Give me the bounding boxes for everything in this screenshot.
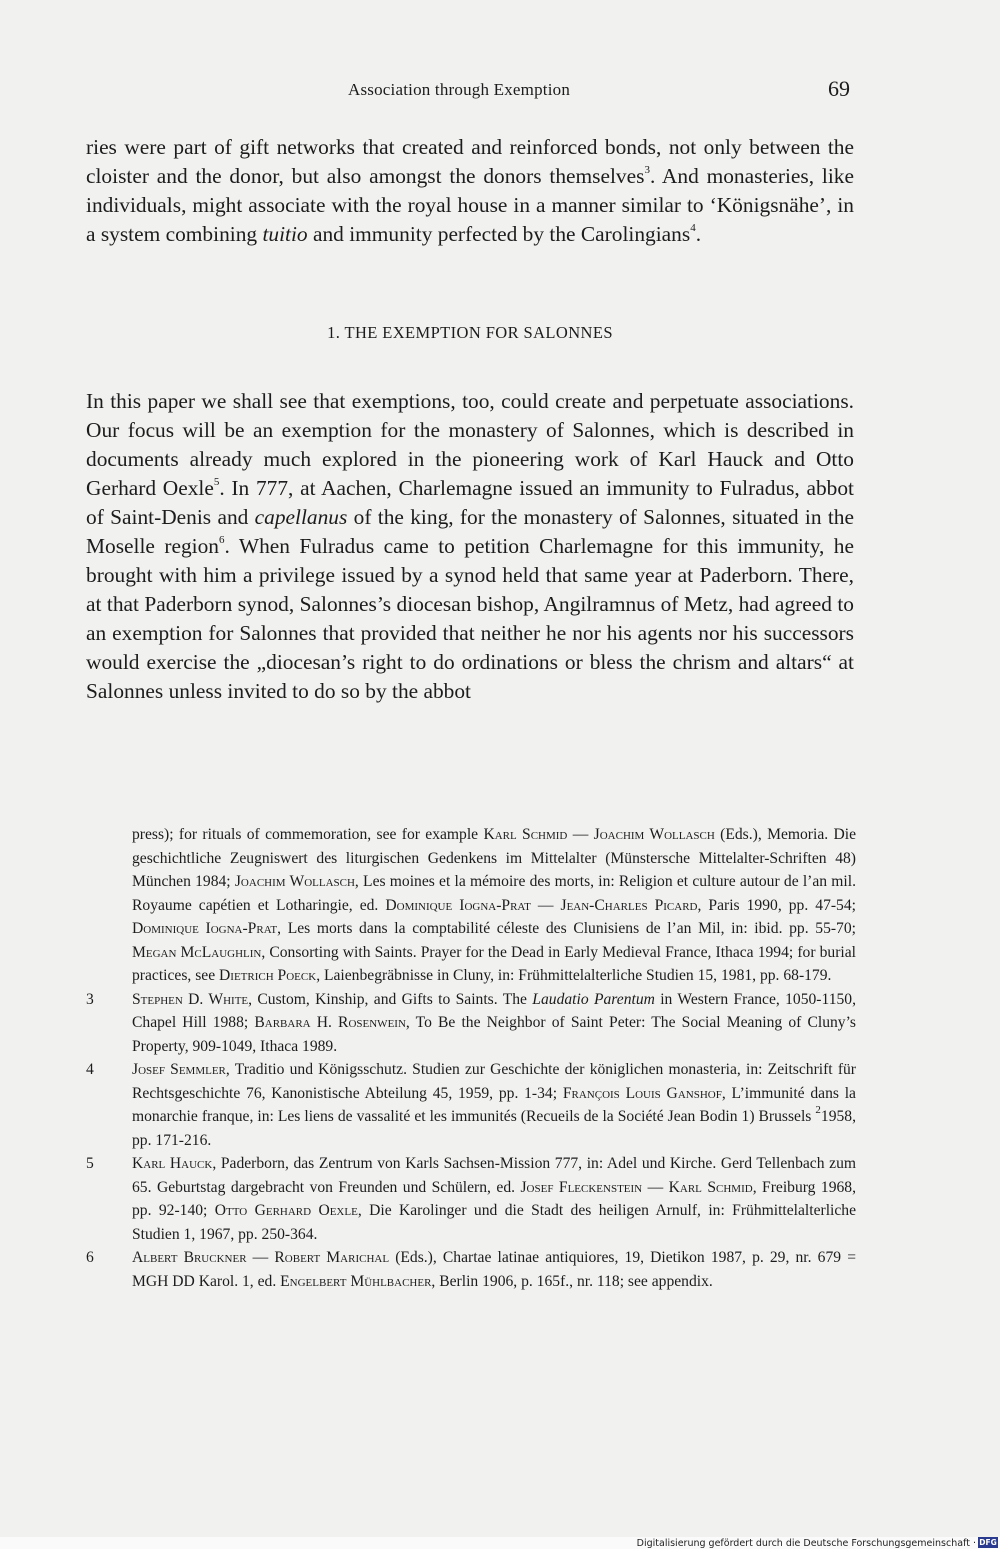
author-name: Barbara H. Rosenwein bbox=[254, 1014, 406, 1031]
author-name: Stephen D. White bbox=[132, 990, 249, 1008]
author-name: Megan McLaughlin bbox=[132, 943, 262, 961]
footnote-6 bbox=[86, 1246, 856, 1293]
footnote-text bbox=[132, 823, 856, 988]
text-run: . And monasteries, like individuals, might associate with the royal house in a manner similar to ‘Königsnähe’, in a system combining bbox=[86, 164, 854, 246]
funding-note: Digitalisierung gefördert durch die Deutsche Forschungsgemeinschaft · bbox=[636, 1538, 976, 1549]
text-run: , Freiburg 1968, pp. 92-140; bbox=[132, 1178, 856, 1219]
text-run: and immunity perfected by the Carolingians bbox=[307, 222, 691, 246]
text-run: ries were part of gift networks that created and reinforced bonds, not only between the cloister and the donor, but also amongst the donors themselves bbox=[86, 135, 854, 188]
author-name: Josef Fleckenstein — Karl Schmid bbox=[520, 1178, 753, 1196]
text-run: , Traditio und Königsschutz. Studien zur Geschichte der königlichen monasteria, in: Zeitschrift für Rechtsgeschichte 76, Kanonistische Abteilung 45, 1959, pp. 1-34; bbox=[132, 1061, 856, 1102]
body-paragraph-2 bbox=[86, 387, 854, 706]
footnote-3 bbox=[86, 988, 856, 1059]
author-name: Dietrich Poeck bbox=[219, 967, 317, 984]
footnote-text bbox=[132, 1058, 856, 1152]
text-run: . When Fulradus came to petition Charlemagne for this immunity, he brought with him a privilege issued by a synod held that same year at Paderborn. There, at that Paderborn synod, Salonnes’s diocesan bishop, Angilramnus of Metz, had agreed to an exemption for Salonnes that provided that neither he nor his agents nor his successors would exercise the „diocesan’s right to do ordinations or bless the chrism and altars“ at Salonnes unless invited to do so by the abbot bbox=[86, 534, 854, 703]
footnote-ref-4[interactable]: 4 bbox=[690, 221, 696, 234]
text-run: , Die Karolinger und die Stadt des heiligen Arnulf, in: Frühmittelalterliche Studien 1, 1967, pp. 250-364. bbox=[132, 1202, 857, 1243]
text-run: in Western France, 1050-1150, Chapel Hill 1988; bbox=[132, 990, 857, 1031]
body-paragraph-1 bbox=[86, 133, 854, 249]
text-run: , Berlin 1906, p. 165f., nr. 118; see appendix. bbox=[431, 1272, 713, 1290]
text-run: 1958, pp. 171-216. bbox=[132, 1108, 856, 1149]
text-run: , L’immunité dans la monarchie franque, in: Les liens de vassalité et les immunités (Recueils de la Société Jean Bodin 1) Brussels bbox=[132, 1084, 856, 1125]
text-run: , Consorting with Saints. Prayer for the Dead in Early Medieval France, Ithaca 1994; for burial practices, see bbox=[132, 943, 856, 984]
footnote-4 bbox=[86, 1058, 856, 1152]
text-run: , Paderborn, das Zentrum von Karls Sachsen-Mission 777, in: Adel und Kirche. Gerd Tellenbach zum 65. Geburtstag dargebracht von Freunden und Schülern, ed. bbox=[132, 1155, 857, 1196]
author-name: Otto Gerhard Oexle bbox=[214, 1202, 358, 1219]
footnote-text bbox=[132, 988, 856, 1059]
author-name: Dominique Iogna-Prat bbox=[132, 920, 278, 937]
text-run: In this paper we shall see that exemptions, too, could create and perpetuate associations. Our focus will be an exemption for the monastery of Salonnes, which is described in documents already much explored in the pioneering work of Karl Hauck and Otto Gerhard Oexle bbox=[86, 389, 854, 500]
author-name: Albert Bruckner — Robert Marichal bbox=[132, 1249, 390, 1266]
text-run: (Eds.), Chartae latinae antiquiores, 19, Dietikon 1987, p. 29, nr. 679 = MGH DD Karol. 1, ed. bbox=[132, 1249, 856, 1290]
text-run: (Eds.), Memoria. Die geschichtliche Zeugniswert des liturgischen Gedenkens im Mittelalter (Münstersche Mittelalter-Schriften 48) München 1984; bbox=[132, 826, 856, 890]
text-run: , To Be the Neighbor of Saint Peter: The Social Meaning of Cluny’s Property, 909-1049, Ithaca 1989. bbox=[132, 1014, 856, 1055]
author-name: Joachim Wollasch bbox=[234, 873, 355, 890]
author-name: Engelbert Mühlbacher bbox=[280, 1272, 432, 1290]
footnote-ref-5[interactable]: 5 bbox=[213, 475, 220, 488]
text-run: . In 777, at Aachen, Charlemagne issued an immunity to Fulradus, abbot of Saint-Denis and bbox=[86, 476, 855, 529]
footnote-text bbox=[132, 1152, 856, 1246]
footnote-5 bbox=[86, 1152, 856, 1246]
text-run: , Les moines et la mémoire des morts, in: Religion et culture autour de l’an mil. Royaume capétien et Lotharingie, ed. bbox=[132, 873, 856, 914]
author-name: François Louis Ganshof bbox=[562, 1084, 722, 1102]
text-run: , Custom, Kinship, and Gifts to Saints. The bbox=[248, 990, 533, 1008]
text-run: . bbox=[695, 222, 702, 246]
italic-term: tuitio bbox=[262, 222, 308, 246]
footnote-continuation bbox=[86, 823, 856, 988]
text-run: , Paris 1990, pp. 47-54; bbox=[697, 896, 856, 914]
text-run: press); for rituals of commemoration, see for example bbox=[132, 826, 484, 843]
paragraph-1-text bbox=[86, 133, 854, 249]
page-number: 69 bbox=[828, 76, 850, 101]
footnote-ref-6[interactable]: 6 bbox=[219, 533, 225, 546]
footnote-number: 6 bbox=[86, 1249, 94, 1266]
section-heading: 1. THE EXEMPTION FOR SALONNES bbox=[327, 323, 613, 342]
text-run: , Laienbegräbnisse in Cluny, in: Frühmittelalterliche Studien 15, 1981, pp. 68-179. bbox=[316, 967, 832, 984]
paragraph-2-text bbox=[86, 387, 854, 706]
dfg-logo: DFG bbox=[979, 1538, 997, 1547]
author-name: Dominique Iogna-Prat — Jean-Charles Picard bbox=[385, 896, 698, 914]
footnotes bbox=[86, 823, 856, 1293]
author-name: Karl Schmid — Joachim Wollasch bbox=[483, 826, 715, 843]
footnote-text bbox=[132, 1246, 856, 1293]
text-run: of the king, for the monastery of Salonnes, situated in the Moselle region bbox=[86, 505, 855, 558]
author-name: Josef Semmler bbox=[132, 1061, 226, 1078]
author-name: Karl Hauck bbox=[132, 1155, 213, 1172]
footnote-number: 4 bbox=[86, 1061, 94, 1078]
footnote-number: 3 bbox=[86, 990, 94, 1008]
footnote-ref-3[interactable]: 3 bbox=[644, 163, 650, 176]
running-head bbox=[0, 76, 945, 106]
italic-term: capellanus bbox=[254, 505, 348, 529]
footnote-number: 5 bbox=[86, 1155, 94, 1172]
running-title: Association through Exemption bbox=[348, 80, 571, 99]
italic-title: Laudatio Parentum bbox=[532, 990, 655, 1008]
text-run: , Les morts dans la comptabilité céleste des Clunisiens de l’an Mil, in: ibid. pp. 55-70; bbox=[277, 920, 856, 937]
edition-superscript: 2 bbox=[815, 1103, 821, 1116]
